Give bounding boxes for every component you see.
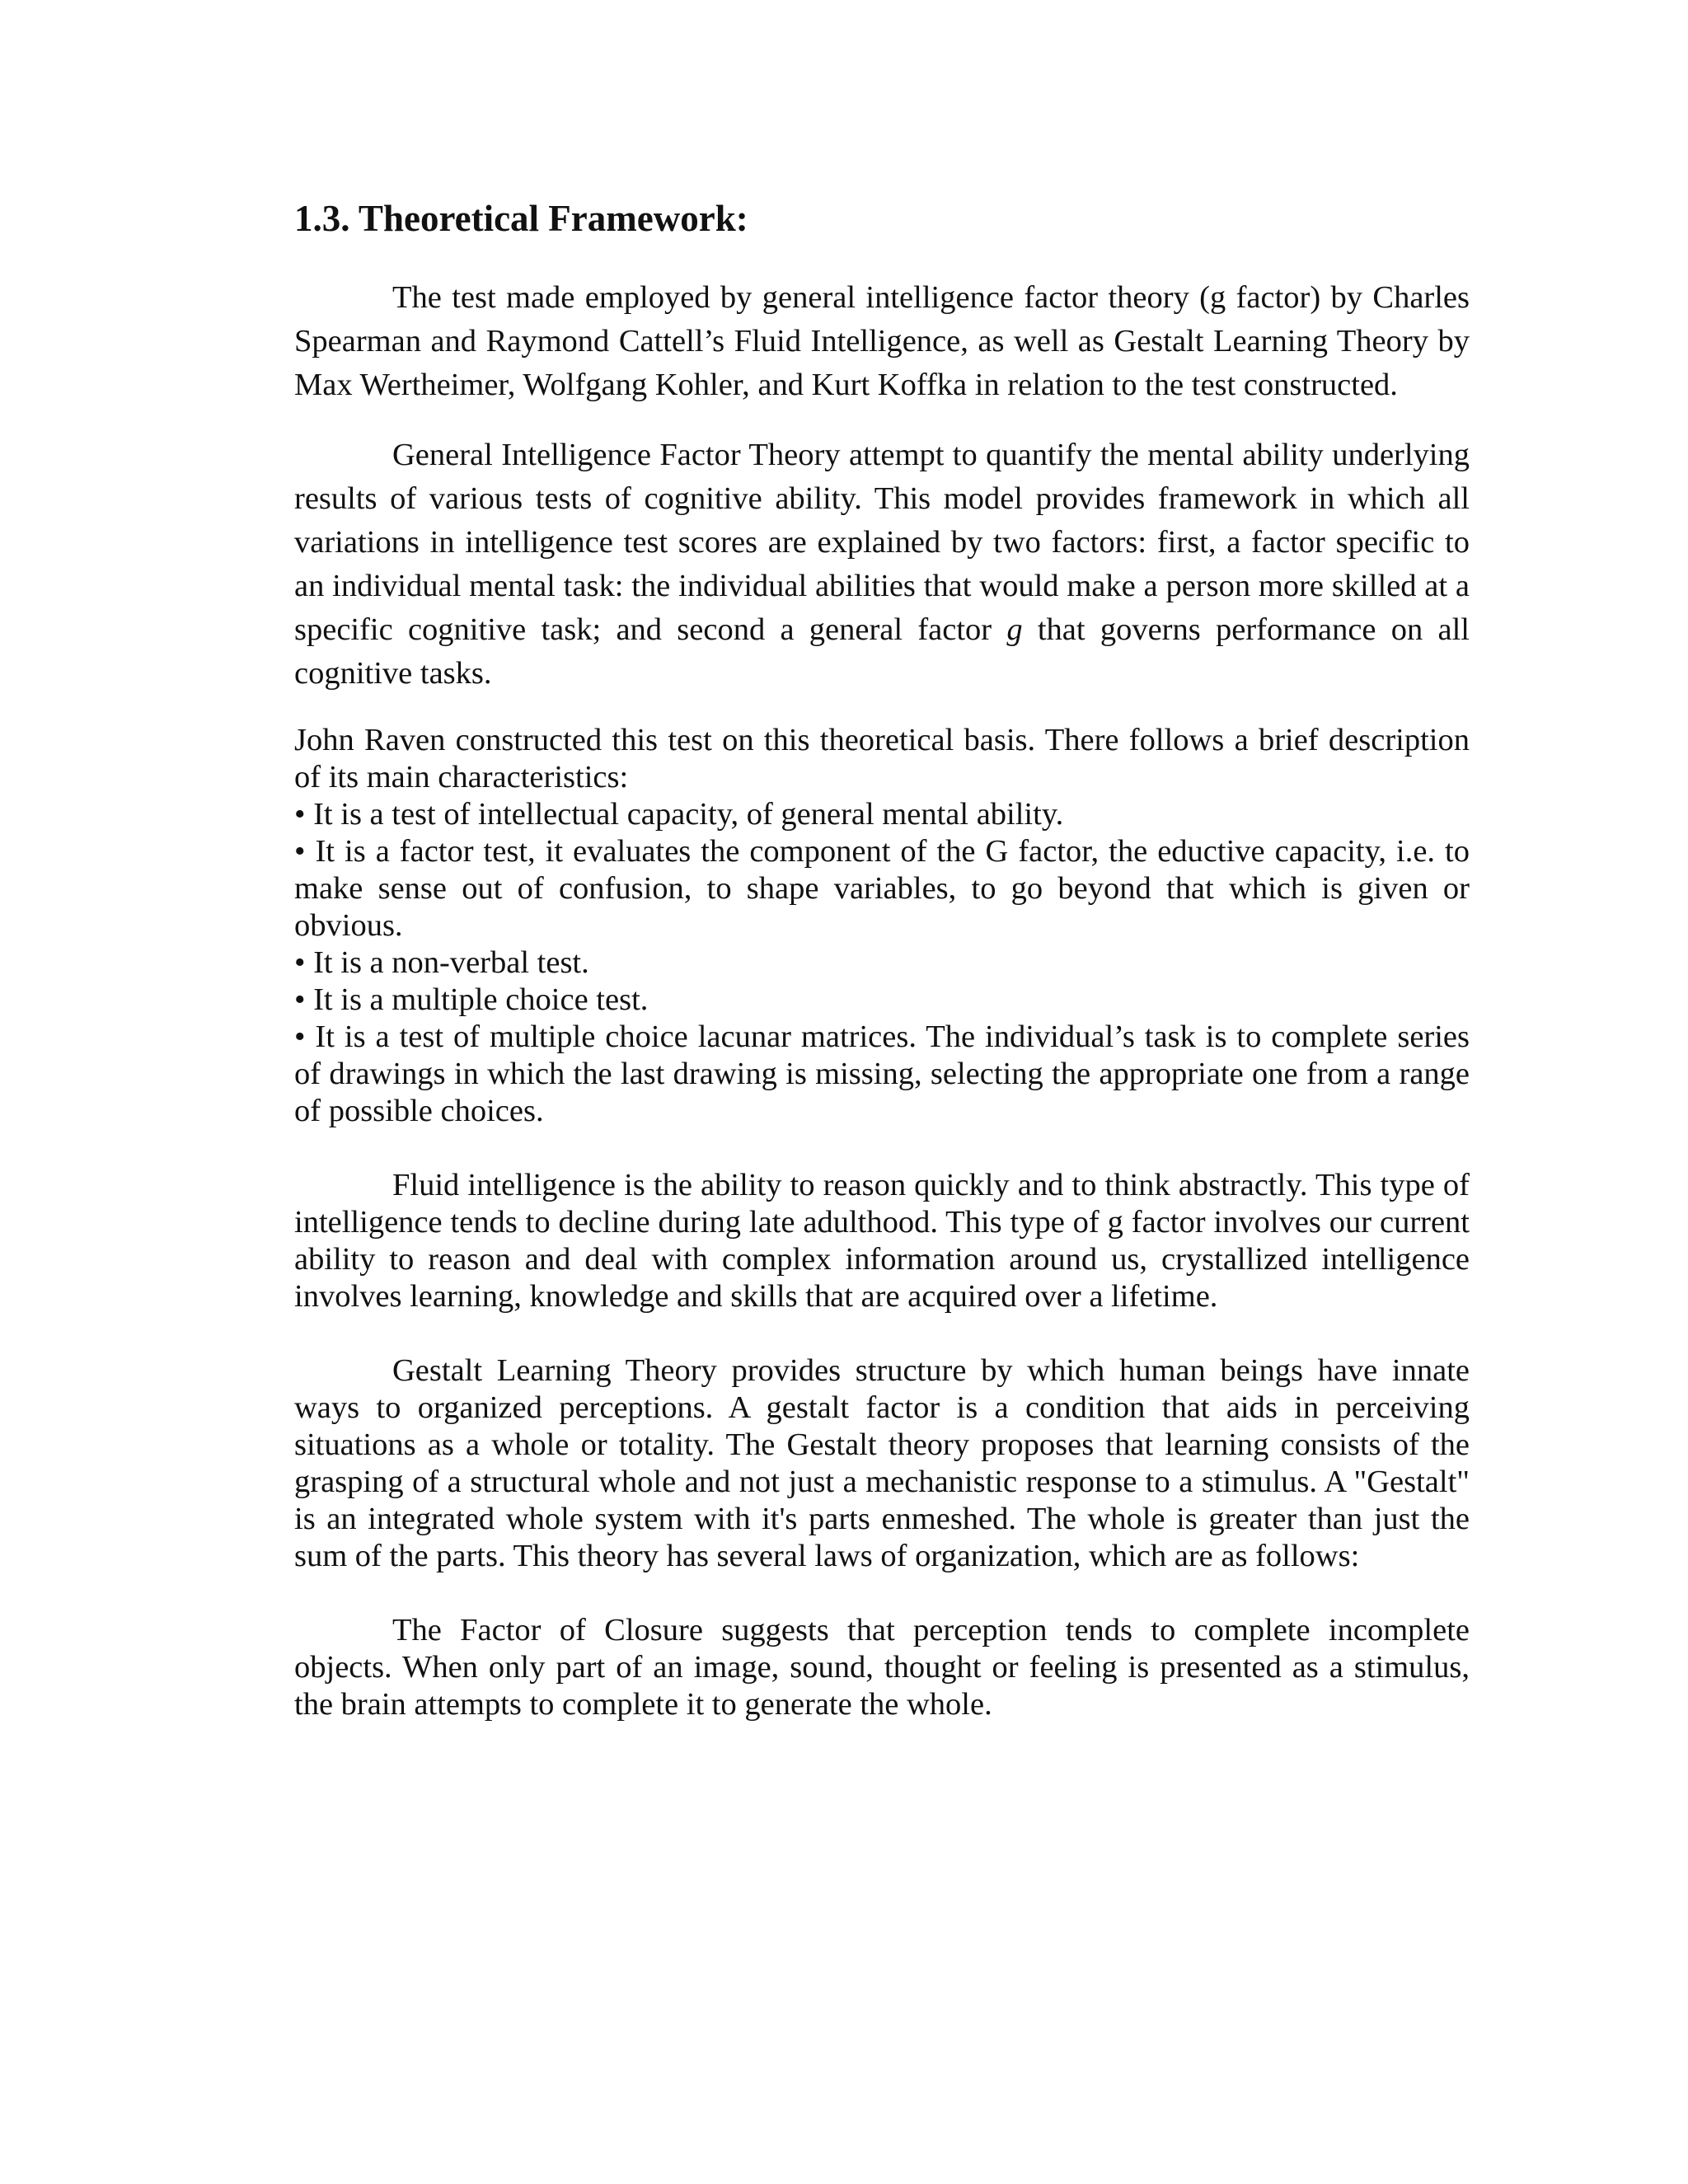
paragraph-factor-of-closure: The Factor of Closure suggests that perception tends to complete incomplete objects. When only part of an image, sound, thought or feeling is presented as a stimulus, the brain attempts to complete it to generate the whole. <box>294 1613 1470 1722</box>
list-item: • It is a test of intellectual capacity, of general mental ability. <box>294 797 1064 832</box>
paragraph-general-intelligence-text: General Intelligence Factor Theory attempt to quantify the mental ability underlying results of various tests of cognitive ability. This model provides framework in which all variations in intelligence test scores are explained by two factors: first, a factor specific to an individual mental task: the individual abilities that would make a person more skilled at a specific cognitive task; and second a general factor <box>294 438 1470 647</box>
paragraph-general-intelligence-end: that governs performance on all cognitive tasks. <box>294 612 1470 691</box>
paragraph-intro: The test made employed by general intelligence factor theory (g factor) by Charles Spearman and Raymond Cattell’s Fluid Intelligence, as well as Gestalt Learning Theory by Max Wertheimer, Wolfgang Kohler, and Kurt Koffka in relation to the test constructed. <box>294 280 1470 402</box>
list-item: • It is a multiple choice test. <box>294 982 649 1017</box>
section-heading: 1.3. Theoretical Framework: <box>294 198 748 239</box>
characteristics-list <box>294 796 1470 1130</box>
list-item: • It is a non-verbal test. <box>294 945 589 980</box>
list-item: • It is a factor test, it evaluates the component of the G factor, the eductive capacity, i.e. to make sense out of confusion, to shape variables, to go beyond that which is given or obvious. <box>294 834 1470 943</box>
paragraph-gestalt-theory: Gestalt Learning Theory provides structure by which human beings have innate ways to organized perceptions. A gestalt factor is a condition that aids in perceiving situations as a whole or totality. The Gestalt theory proposes that learning consists of the grasping of a structural whole and not just a mechanistic response to a stimulus. A "Gestalt" is an integrated whole system with it's parts enmeshed. The whole is greater than just the sum of the parts. This theory has several laws of organization, which are as follows: <box>294 1353 1470 1573</box>
document-page <box>294 194 1470 1723</box>
paragraph-fluid-intelligence: Fluid intelligence is the ability to reason quickly and to think abstractly. This type of intelligence tends to decline during late adulthood. This type of g factor involves our current ability to reason and deal with complex information around us, crystallized intelligence involves learning, knowledge and skills that are acquired over a lifetime. <box>294 1168 1470 1314</box>
paragraph-john-raven: John Raven constructed this test on this theoretical basis. There follows a brief description of its main characteristics: <box>294 723 1470 794</box>
g-factor-italic: g <box>1006 612 1023 647</box>
paragraph-general-intelligence <box>294 434 1470 696</box>
list-item: • It is a test of multiple choice lacunar matrices. The individual’s task is to complete series of drawings in which the last drawing is missing, selecting the appropriate one from a range of possible choices. <box>294 1019 1470 1128</box>
